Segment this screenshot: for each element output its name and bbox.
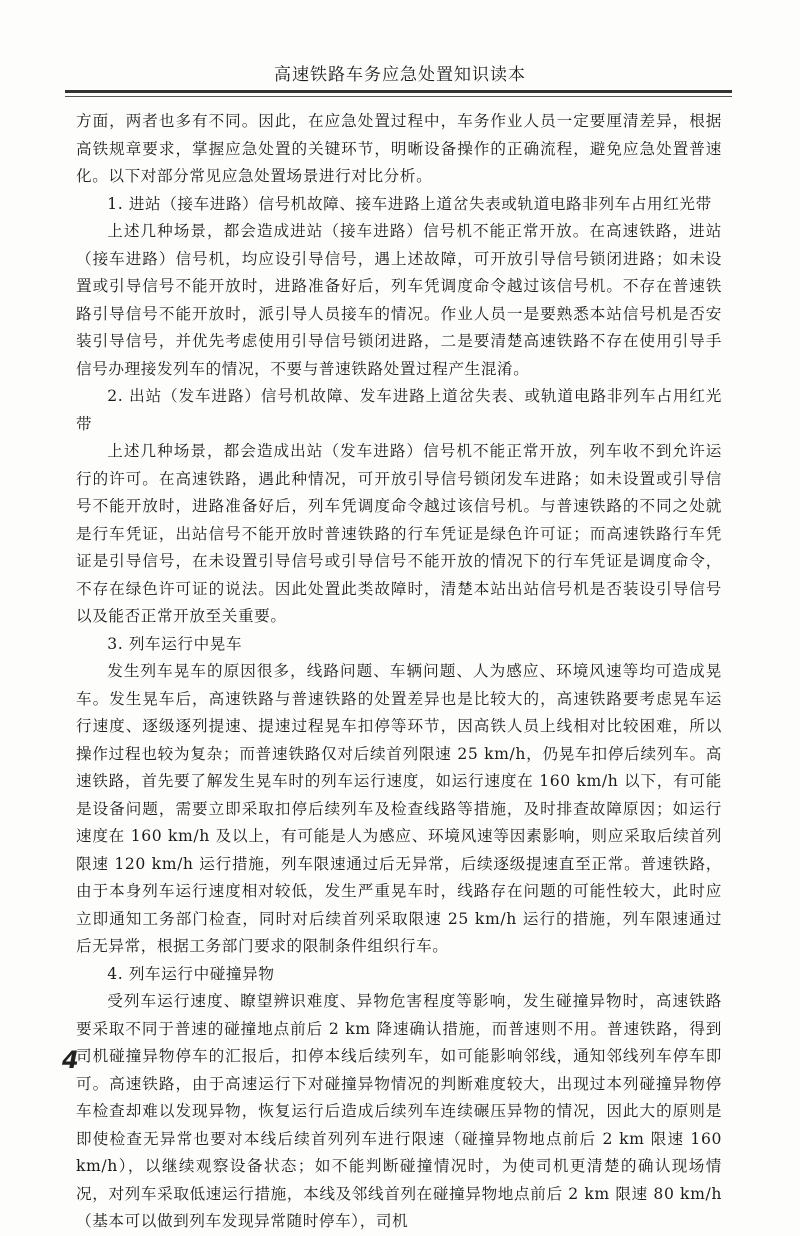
running-header-title: 高速铁路车务应急处置知识读本 [274, 65, 526, 85]
paragraph-section-2: 上述几种场景，都会造成出站（发车进路）信号机不能正常开放，列车收不到允许运行的许可。在高速铁路，遇此种情况，可开放引导信号锁闭发车进路；如未设置或引导信号不能开放时，进路准备好后，列车凭调度命令越过该信号机。与普速铁路的不同之处就是行车凭证，出站信号不能开放时普速铁路的行车凭证是绿色许可证；而高速铁路行车凭证是引导信号，在未设置引导信号或引导信号不能开放的情况下的行车凭证是调度命令，不存在绿色许可证的说法。因此处置此类故障时，清楚本站出站信号机是否装设引导信号以及能否正常开放至关重要。 [76, 442, 722, 625]
paragraph-section-4: 受列车运行速度、瞭望辨识难度、异物危害程度等影响，发生碰撞异物时，高速铁路要采取不同于普速的碰撞地点前后 2 km 降速确认措施，而普速则不用。普速铁路，得到司机碰撞异物停车的汇报后，扣停本线后续列车，如可能影响邻线，通知邻线列车停车即可。高速铁路，由于高速运行下对碰撞异物情况的判断难度较大，出现过本列碰撞异物停车检查却难以发现异物，恢复运行后造成后续列车连续碾压异物的情况，因此大的原则是即使检查无异常也要对本线后续首列列车进行限速（碰撞异物地点前后 2 km 限速 160 km/h），以继续观察设备状态；如不能判断碰撞情况时，为使司机更清楚的确认现场情况，对列车采取低速运行措施，本线及邻线首列在碰撞异物地点前后 2 km 限速 80 km/h（基本可以做到列车发现异常随时停车），司机 [76, 992, 722, 1230]
paragraph-section-1: 上述几种场景，都会造成进站（接车进路）信号机不能正常开放。在高速铁路，进站（接车进路）信号机，均应设引导信号，遇上述故障，可开放引导信号锁闭进路；如未设置或引导信号不能开放时，进路准备好后，列车凭调度命令越过该信号机。不存在普速铁路引导信号不能开放时，派引导人员接车的情况。作业人员一是要熟悉本站信号机是否安装引导信号，并优先考虑使用引导信号锁闭进路，二是要清楚高速铁路不存在使用引导手信号办理接发列车的情况，不要与普速铁路处置过程产生混淆。 [76, 222, 722, 378]
header-rule-thin [65, 96, 732, 97]
paragraph-section-3: 发生列车晃车的原因很多，线路问题、车辆问题、人为感应、环境风速等均可造成晃车。发生晃车后，高速铁路与普速铁路的处置差异也是比较大的，高速铁路要考虑晃车运行速度、逐级逐列提速、提速过程晃车扣停等环节，因高铁人员上线相对比较困难，所以操作过程也较为复杂；而普速铁路仅对后续首列限速 25 km/h，仍晃车扣停后续列车。高速铁路，首先要了解发生晃车时的列车运行速度，如运行速度在 160 km/h 以下，有可能是设备问题，需要立即采取扣停后续列车及检查线路等措施，及时排查故障原因；如运行速度在 160 km/h 及以上，有可能是人为感应、环境风速等因素影响，则应采取后续首列限速 120 km/h 运行措施，列车限速通过后无异常，后续逐级提速直至正常。普速铁路，由于本身列车运行速度相对较低，发生严重晃车时，线路存在问题的可能性较大，此时应立即通知工务部门检查，同时对后续首列采取限速 25 km/h 运行的措施，列车限速通过后无异常，根据工务部门要求的限制条件组织行车。 [76, 662, 722, 955]
section-heading-1: 1. 进站（接车进路）信号机故障、接车进路上道岔失表或轨道电路非列车占用红光带 [107, 194, 712, 213]
body-text [76, 108, 722, 1236]
paragraph-intro: 方面，两者也多有不同。因此，在应急处置过程中，车务作业人员一定要厘清差异，根据高铁规章要求，掌握应急处置的关键环节，明晰设备操作的正确流程，避免应急处置普速化。以下对部分常见应急处置场景进行对比分析。 [76, 112, 722, 185]
section-heading-3: 3. 列车运行中晃车 [107, 634, 243, 653]
page-number: 4 [62, 1046, 79, 1074]
section-heading-2: 2. 出站（发车进路）信号机故障、发车进路上道岔失表、或轨道电路非列车占用红光带 [76, 387, 722, 433]
section-heading-4: 4. 列车运行中碰撞异物 [107, 964, 275, 983]
header-rule [65, 90, 732, 93]
